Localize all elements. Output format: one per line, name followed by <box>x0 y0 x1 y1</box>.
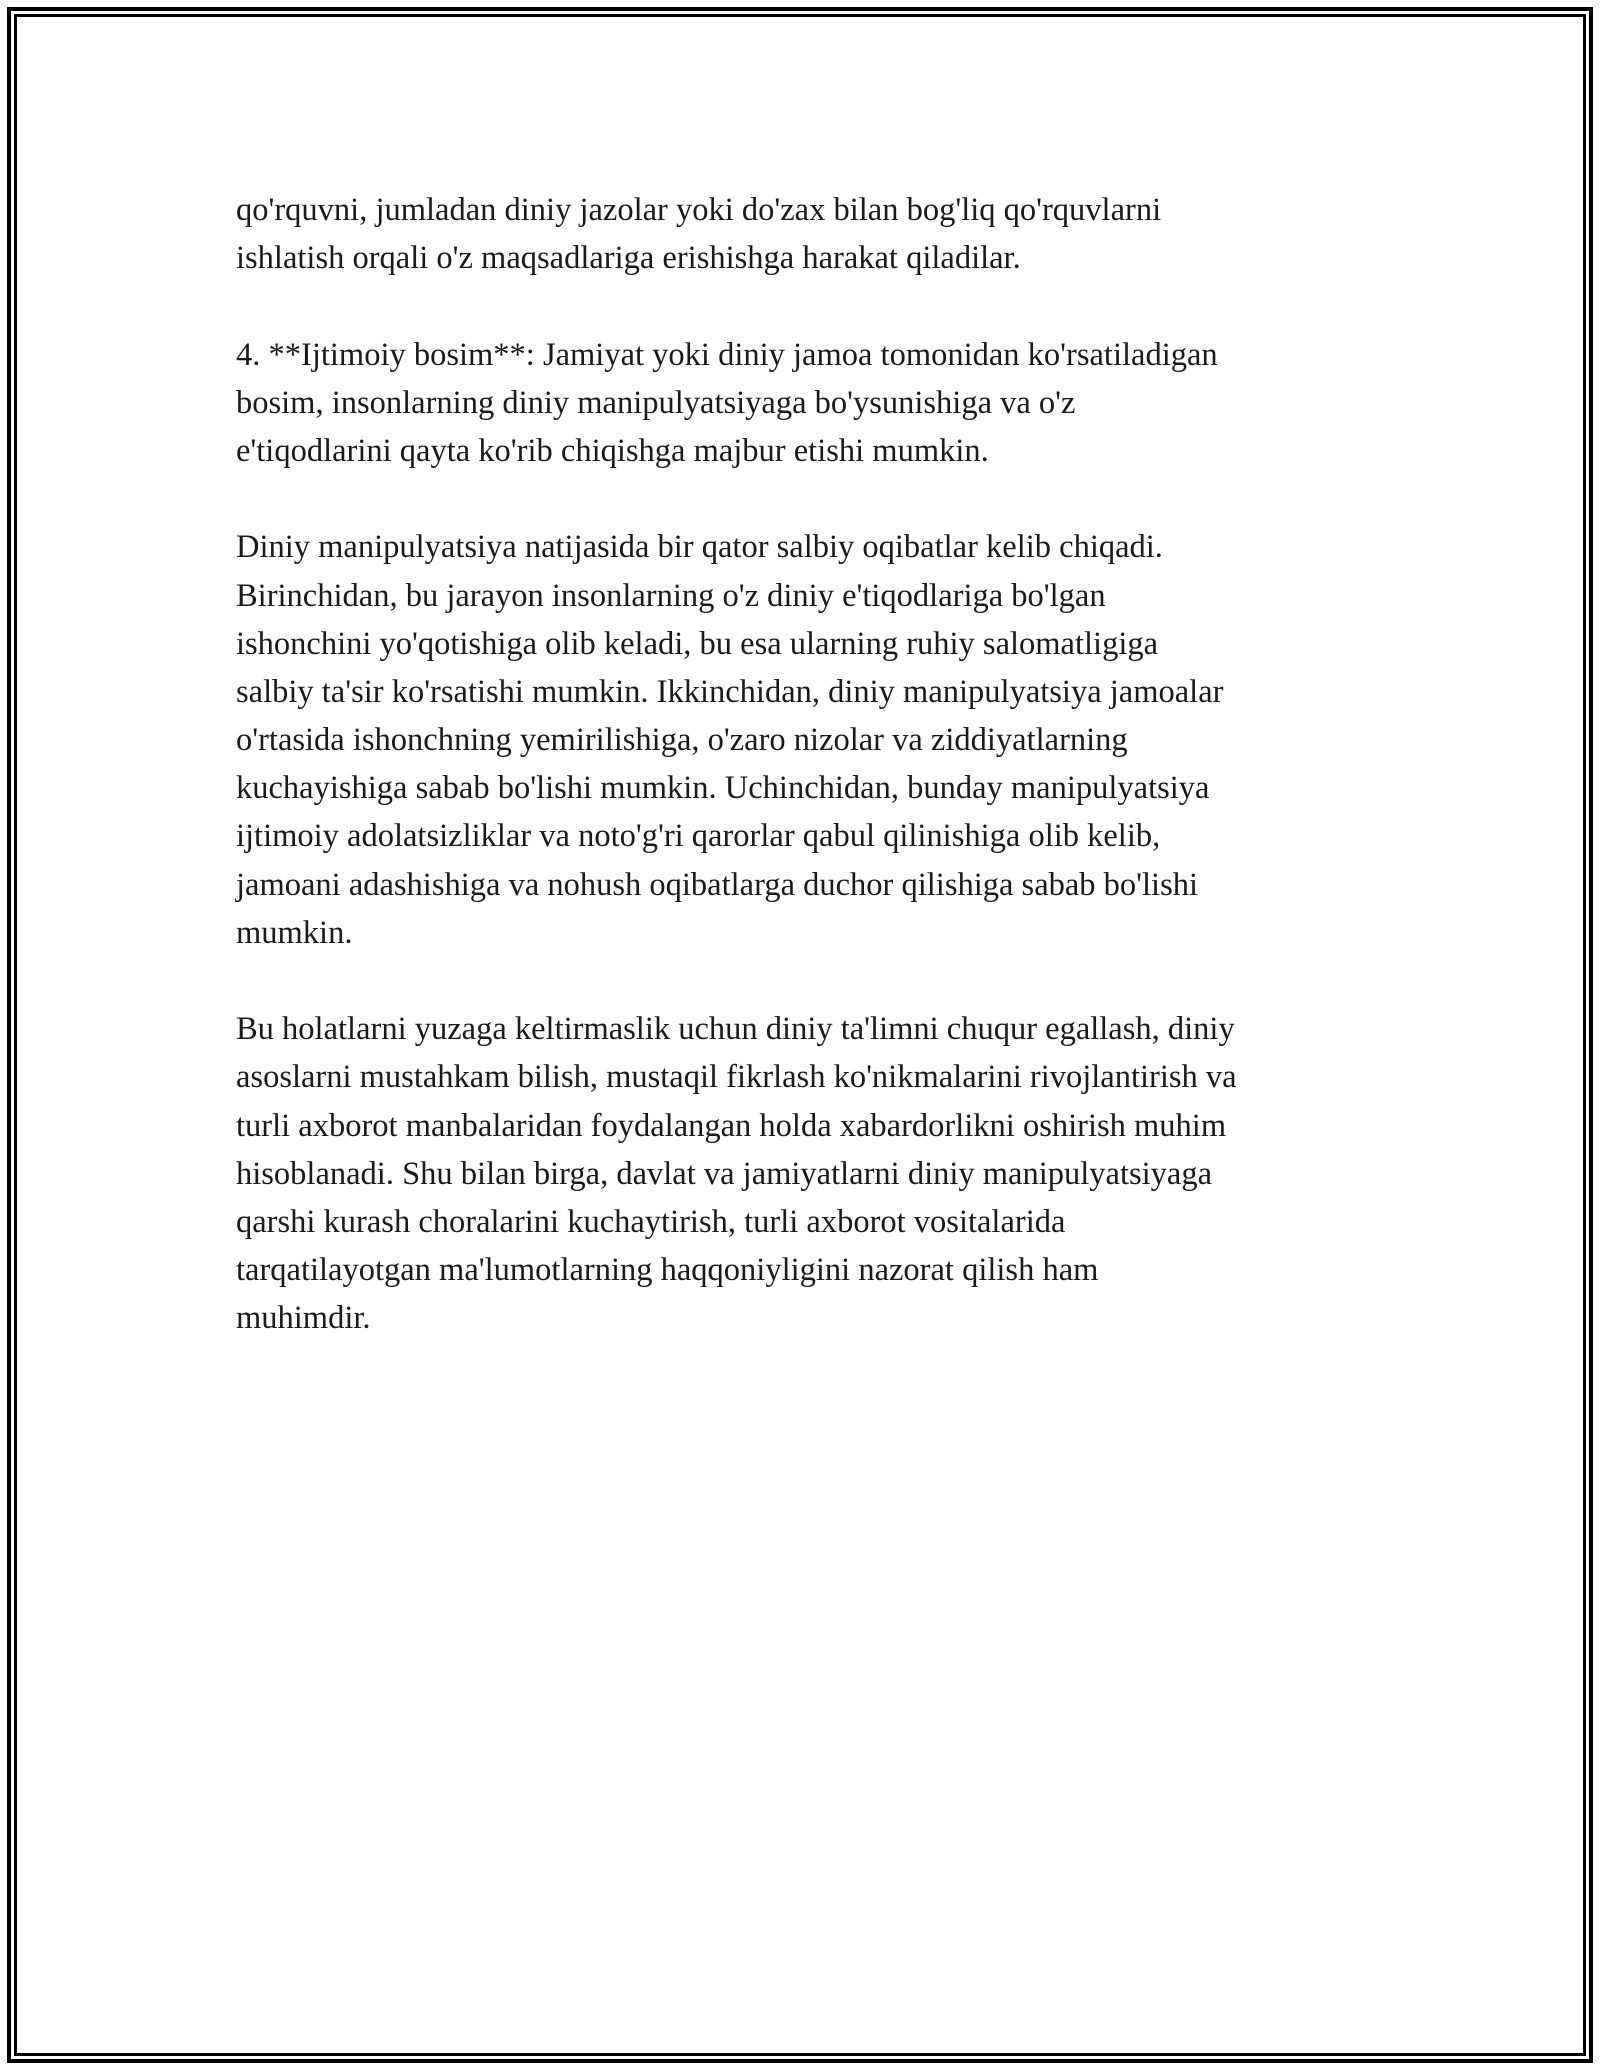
text-line: qo'rquvni, jumladan diniy jazolar yoki do'zax bilan bog'liq qo'rquvlarni <box>236 192 1162 228</box>
text-line: hisoblanadi. Shu bilan birga, davlat va jamiyatlarni diniy manipulyatsiyaga <box>236 1155 1212 1192</box>
text-line: muhimdir. <box>236 1300 371 1337</box>
text-line: kuchayishiga sabab bo'lishi mumkin. Uchinchidan, bunday manipulyatsiya <box>236 770 1210 807</box>
text-line: e'tiqodlarini qayta ko'rib chiqishga majbur etishi mumkin. <box>236 432 989 469</box>
text-line: asoslarni mustahkam bilish, mustaqil fikrlash ko'nikmalarini rivojlantirish va <box>236 1059 1237 1096</box>
paragraph-4 <box>236 1005 1376 1342</box>
paragraph-2 <box>236 331 1376 476</box>
text-line: qarshi kurash choralarini kuchaytirish, turli axborot vositalarida <box>236 1203 1066 1240</box>
text-line: tarqatilayotgan ma'lumotlarning haqqoniyligini nazorat qilish ham <box>236 1252 1099 1289</box>
text-line: 4. **Ijtimoiy bosim**: Jamiyat yoki diniy jamoa tomonidan ko'rsatiladigan <box>236 336 1218 373</box>
text-line: Bu holatlarni yuzaga keltirmaslik uchun diniy ta'limni chuqur egallash, diniy <box>236 1011 1235 1048</box>
text-line: o'rtasida ishonchning yemirilishiga, o'zaro nizolar va ziddiyatlarning <box>236 722 1128 759</box>
document-body <box>236 186 1376 1391</box>
text-line: jamoani adashishiga va nohush oqibatlarga duchor qilishiga sabab bo'lishi <box>236 866 1199 903</box>
text-line: salbiy ta'sir ko'rsatishi mumkin. Ikkinchidan, diniy manipulyatsiya jamoalar <box>236 673 1224 710</box>
text-line: Diniy manipulyatsiya natijasida bir qator salbiy oqibatlar kelib chiqadi. <box>236 529 1163 566</box>
text-line: bosim, insonlarning diniy manipulyatsiyaga bo'ysunishiga va o'z <box>236 384 1076 421</box>
text-line: Birinchidan, bu jarayon insonlarning o'z diniy e'tiqodlariga bo'lgan <box>236 577 1106 614</box>
paragraph-3 <box>236 523 1376 957</box>
text-line: ishonchini yo'qotishiga olib keladi, bu esa ularning ruhiy salomatligiga <box>236 625 1159 662</box>
text-line: ishlatish orqali o'z maqsadlariga erishishga harakat qiladilar. <box>236 240 1021 277</box>
paragraph-1 <box>236 186 1376 282</box>
text-line: turli axborot manbalaridan foydalangan holda xabardorlikni oshirish muhim <box>236 1107 1227 1144</box>
text-line: mumkin. <box>236 914 353 951</box>
text-line: ijtimoiy adolatsizliklar va noto'g'ri qarorlar qabul qilinishiga olib kelib, <box>236 818 1161 855</box>
